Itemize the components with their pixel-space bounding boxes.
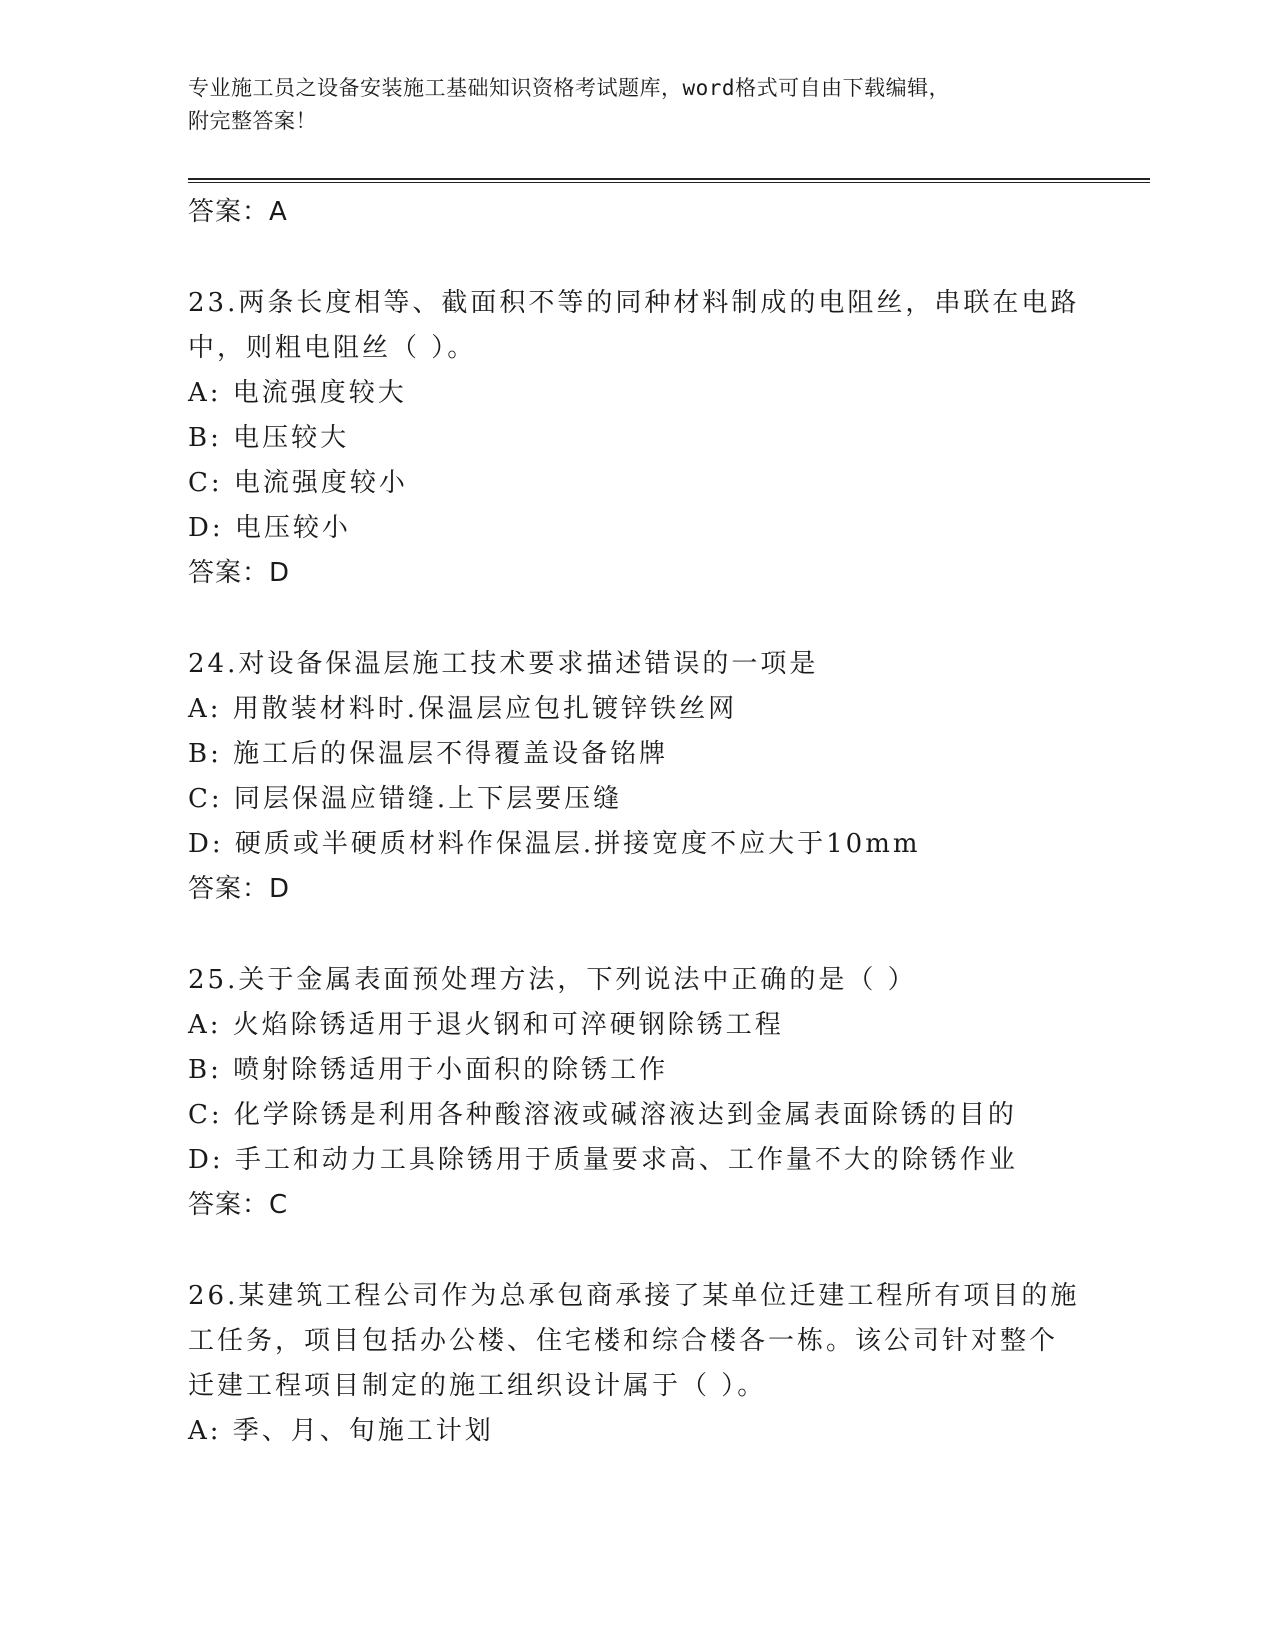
question-stem-line: 迁建工程项目制定的施工组织设计属于（ ）。	[188, 1371, 767, 1401]
question-stem-line: 23.两条长度相等、截面积不等的同种材料制成的电阻丝，串联在电路	[188, 288, 1080, 318]
option-c: C: 化学除锈是利用各种酸溶液或碱溶液达到金属表面除锈的目的	[188, 1100, 1017, 1130]
question-list	[188, 188, 1088, 1454]
header-divider-thick	[188, 178, 1150, 180]
answer: 答案：C	[188, 1190, 289, 1220]
question-stem-line: 25.关于金属表面预处理方法，下列说法中正确的是（ ）	[188, 965, 917, 995]
question-24	[188, 642, 1088, 912]
option-a: A: 电流强度较大	[188, 378, 407, 408]
option-a: A: 用散装材料时.保温层应包扎镀锌铁丝网	[188, 694, 738, 724]
question-stem-line: 工任务，项目包括办公楼、住宅楼和综合楼各一栋。该公司针对整个	[188, 1326, 1059, 1356]
answer: 答案：D	[188, 558, 291, 588]
option-c: C: 电流强度较小	[188, 468, 408, 498]
header-divider-thin	[188, 182, 1150, 183]
option-d: D: 电压较小	[188, 513, 351, 543]
option-b: B: 喷射除锈适用于小面积的除锈工作	[188, 1055, 669, 1085]
question-25	[188, 958, 1088, 1228]
option-b: B: 电压较大	[188, 423, 350, 453]
previous-answer: 答案：A	[188, 197, 288, 227]
document-header	[188, 72, 1068, 138]
header-line-2: 附完整答案！	[188, 109, 317, 133]
option-a: A: 火焰除锈适用于退火钢和可淬硬钢除锈工程	[188, 1010, 784, 1040]
answer: 答案：D	[188, 874, 291, 904]
question-stem-line: 26.某建筑工程公司作为总承包商承接了某单位迁建工程所有项目的施	[188, 1281, 1080, 1311]
option-d: D: 硬质或半硬质材料作保温层.拼接宽度不应大于10mm	[188, 829, 921, 859]
question-23	[188, 281, 1088, 596]
question-26	[188, 1274, 1088, 1454]
question-stem-line: 中，则粗电阻丝（ ）。	[188, 333, 477, 363]
question-stem-line: 24.对设备保温层施工技术要求描述错误的一项是	[188, 649, 819, 679]
option-d: D: 手工和动力工具除锈用于质量要求高、工作量不大的除锈作业	[188, 1145, 1018, 1175]
header-line-1: 专业施工员之设备安装施工基础知识资格考试题库，word格式可自由下载编辑，	[188, 76, 951, 100]
option-a: A: 季、月、旬施工计划	[188, 1416, 494, 1446]
option-c: C: 同层保温应错缝.上下层要压缝	[188, 784, 623, 814]
option-b: B: 施工后的保温层不得覆盖设备铭牌	[188, 739, 669, 769]
